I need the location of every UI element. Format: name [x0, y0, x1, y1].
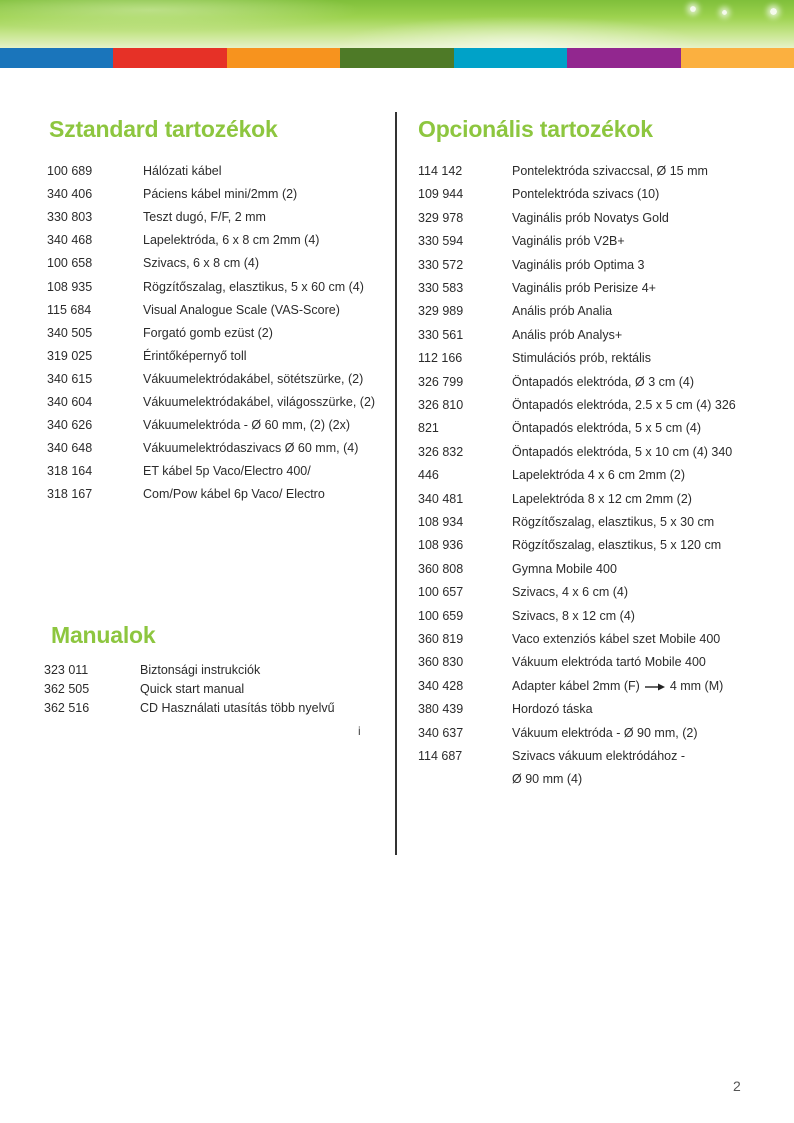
item-description-text: Pontelektróda szivacs (10)	[512, 187, 660, 202]
item-code: 360 830	[418, 655, 464, 670]
item-code: 329 978	[418, 210, 464, 225]
item-code: 100 659	[418, 608, 464, 623]
item-description-text: Vákuum elektróda - Ø 90 mm, (2)	[512, 725, 698, 740]
item-description	[512, 187, 659, 201]
column-divider	[395, 112, 397, 855]
item-description	[143, 395, 375, 409]
item-code: 318 164	[47, 464, 93, 479]
item-code: 362 505	[44, 682, 90, 696]
item-description	[512, 585, 628, 599]
color-stripe	[567, 48, 680, 68]
manuals-title: Manualok	[51, 622, 156, 648]
color-stripe	[340, 48, 453, 68]
item-description-text: Vaginális prób V2B+	[512, 234, 625, 249]
item-description-text: Vákuumelektródakábel, világosszürke, (2)	[143, 395, 376, 409]
item-description-text: Rögzítőszalag, elasztikus, 5 x 120 cm	[512, 538, 722, 553]
item-description-text: Öntapadós elektróda, 2.5 x 5 cm (4) 326	[512, 398, 736, 412]
item-description-text: Rögzítőszalag, elasztikus, 5 x 30 cm	[512, 515, 715, 529]
item-code: 340 428	[418, 678, 464, 693]
item-description	[512, 632, 720, 646]
item-code: 323 011	[44, 663, 89, 677]
color-stripe	[227, 48, 340, 68]
item-description-text: Szivacs vákuum elektródához -	[512, 749, 685, 763]
item-code: 340 468	[47, 233, 93, 248]
item-code: 319 025	[47, 348, 93, 363]
item-code: 360 808	[418, 561, 464, 576]
item-description	[143, 487, 325, 501]
item-description-text: Vákuum elektróda tartó Mobile 400	[512, 655, 706, 670]
item-code: 100 657	[418, 585, 464, 600]
item-description	[512, 445, 732, 459]
item-description	[140, 663, 260, 677]
item-description	[512, 538, 721, 552]
item-code: 340 481	[418, 491, 464, 506]
item-description-text: Quick start manual	[140, 682, 245, 696]
item-description	[512, 375, 694, 389]
item-code: 112 166	[418, 351, 463, 366]
item-description	[512, 351, 651, 365]
item-code: 115 684	[47, 302, 92, 317]
item-description-text: Lapelektróda 4 x 6 cm 2mm (2)	[512, 468, 685, 483]
item-description	[512, 234, 625, 248]
item-description	[143, 280, 364, 294]
item-description-text: Szivacs, 4 x 6 cm (4)	[512, 585, 628, 600]
item-description	[512, 164, 708, 178]
item-description	[512, 258, 644, 272]
item-code: 326 810	[418, 398, 464, 412]
sparkle-decoration	[722, 10, 727, 15]
item-description-text: Szivacs, 8 x 12 cm (4)	[512, 608, 635, 623]
item-code: 318 167	[47, 487, 93, 502]
item-code: 109 944	[418, 187, 464, 202]
item-description-text: Com/Pow kábel 6p Vaco/ Electro	[143, 487, 325, 502]
item-description-text: Vaco extenziós kábel szet Mobile 400	[512, 632, 721, 646]
item-code: 340 648	[47, 441, 93, 456]
item-description-text: Vaginális prób Optima 3	[512, 257, 645, 272]
item-code: 108 935	[47, 279, 93, 294]
item-description	[143, 164, 222, 178]
item-description	[512, 655, 706, 669]
item-description-text: Adapter kábel 2mm (F)	[512, 678, 640, 693]
item-description	[143, 233, 319, 247]
item-code: 330 572	[418, 257, 464, 272]
header-banner	[0, 0, 794, 48]
item-code: 330 803	[47, 210, 93, 225]
item-description	[140, 701, 335, 715]
item-description-text: Biztonsági instrukciók	[140, 663, 261, 677]
sparkle-decoration	[690, 6, 696, 12]
item-code: 362 516	[44, 701, 90, 715]
item-code: 446	[418, 468, 439, 483]
item-description-text: CD Használati utasítás több nyelvű	[140, 701, 335, 715]
item-description	[143, 441, 358, 455]
item-description	[512, 492, 692, 506]
item-code: 340 604	[47, 395, 93, 409]
item-code: 340 505	[47, 325, 93, 340]
item-description	[512, 726, 697, 740]
item-code: 329 989	[418, 304, 464, 319]
item-code: 340 637	[418, 725, 464, 740]
item-description	[143, 372, 363, 386]
item-description-text: Ø 90 mm (4)	[512, 772, 583, 787]
item-description	[143, 349, 247, 363]
item-description-text: ET kábel 5p Vaco/Electro 400/	[143, 464, 311, 479]
item-description-text: Pontelektróda szivaccsal, Ø 15 mm	[512, 164, 708, 178]
item-description-text: Öntapadós elektróda, 5 x 10 cm (4) 340	[512, 444, 733, 459]
item-description-text: Visual Analogue Scale (VAS-Score)	[143, 302, 340, 317]
item-description	[512, 679, 723, 693]
item-description-text: Teszt dugó, F/F, 2 mm	[143, 210, 266, 225]
stray-mark: i	[358, 724, 361, 738]
item-code: 360 819	[418, 632, 464, 646]
item-description	[512, 468, 685, 482]
standard-accessories-title: Sztandard tartozékok	[49, 116, 278, 142]
color-stripe	[454, 48, 567, 68]
item-description	[512, 515, 714, 529]
item-code: 326 832	[418, 444, 464, 459]
item-description-text: Anális prób Analia	[512, 304, 613, 319]
item-description-text: Vákuumelektróda - Ø 60 mm, (2) (2x)	[143, 418, 351, 433]
item-code: 330 583	[418, 281, 464, 295]
item-code: 330 561	[418, 327, 464, 342]
item-description-suffix: 4 mm (M)	[669, 678, 724, 693]
item-description-text: Vákuumelektródakábel, sötétszürke, (2)	[143, 371, 364, 386]
item-description	[512, 211, 669, 225]
color-stripe-bar	[0, 48, 794, 68]
item-description-text: Páciens kábel mini/2mm (2)	[143, 187, 298, 202]
item-description	[143, 326, 273, 340]
item-description-text: Érintőképernyő toll	[143, 348, 247, 363]
item-description	[143, 256, 259, 270]
item-description	[143, 418, 350, 432]
item-description	[512, 702, 593, 716]
item-code: 100 689	[47, 164, 93, 178]
item-description	[512, 609, 635, 623]
item-description	[143, 303, 340, 317]
item-description-text: Hordozó táska	[512, 702, 593, 717]
item-description	[143, 464, 311, 478]
item-description-text: Lapelektróda 8 x 12 cm 2mm (2)	[512, 491, 692, 506]
item-code: 100 658	[47, 256, 93, 271]
item-description-text: Vákuumelektródaszivacs Ø 60 mm, (4)	[143, 441, 359, 456]
item-description	[512, 562, 617, 576]
item-code: 114 687	[418, 749, 463, 763]
item-description	[512, 328, 622, 342]
page-number: 2	[733, 1078, 741, 1094]
item-description-text: Öntapadós elektróda, Ø 3 cm (4)	[512, 374, 695, 389]
item-description-text: Vaginális prób Novatys Gold	[512, 210, 669, 225]
item-code: 326 799	[418, 374, 464, 389]
item-description-text: Öntapadós elektróda, 5 x 5 cm (4)	[512, 421, 701, 436]
item-code: 108 936	[418, 538, 464, 553]
item-code: 380 439	[418, 702, 464, 717]
item-description	[512, 772, 582, 786]
item-code: 340 615	[47, 371, 93, 386]
item-description-text: Vaginális prób Perisize 4+	[512, 281, 656, 295]
item-description	[512, 398, 736, 412]
item-description	[512, 749, 685, 763]
item-description-text: Hálózati kábel	[143, 164, 222, 178]
arrow-right-icon	[644, 683, 666, 691]
item-code: 114 142	[418, 164, 463, 178]
item-description	[512, 421, 701, 435]
optional-accessories-title: Opcionális tartozékok	[418, 116, 653, 142]
color-stripe	[0, 48, 113, 68]
color-stripe	[681, 48, 794, 68]
item-description-text: Rögzítőszalag, elasztikus, 5 x 60 cm (4)	[143, 279, 364, 294]
color-stripe	[113, 48, 226, 68]
item-description-text: Anális prób Analys+	[512, 327, 623, 342]
item-code: 821	[418, 421, 439, 436]
item-code: 108 934	[418, 515, 464, 529]
item-description-text: Szivacs, 6 x 8 cm (4)	[143, 256, 259, 271]
item-description-text: Gymna Mobile 400	[512, 561, 617, 576]
sparkle-decoration	[770, 8, 777, 15]
item-description	[140, 682, 244, 696]
item-description	[512, 304, 612, 318]
item-description-text: Stimulációs prób, rektális	[512, 351, 651, 366]
item-code: 340 406	[47, 187, 93, 202]
item-code: 330 594	[418, 234, 464, 249]
item-description	[512, 281, 656, 295]
item-description-text: Forgató gomb ezüst (2)	[143, 325, 273, 340]
item-code: 340 626	[47, 418, 93, 433]
item-description-text: Lapelektróda, 6 x 8 cm 2mm (4)	[143, 233, 320, 248]
item-description	[143, 210, 266, 224]
item-description	[143, 187, 297, 201]
